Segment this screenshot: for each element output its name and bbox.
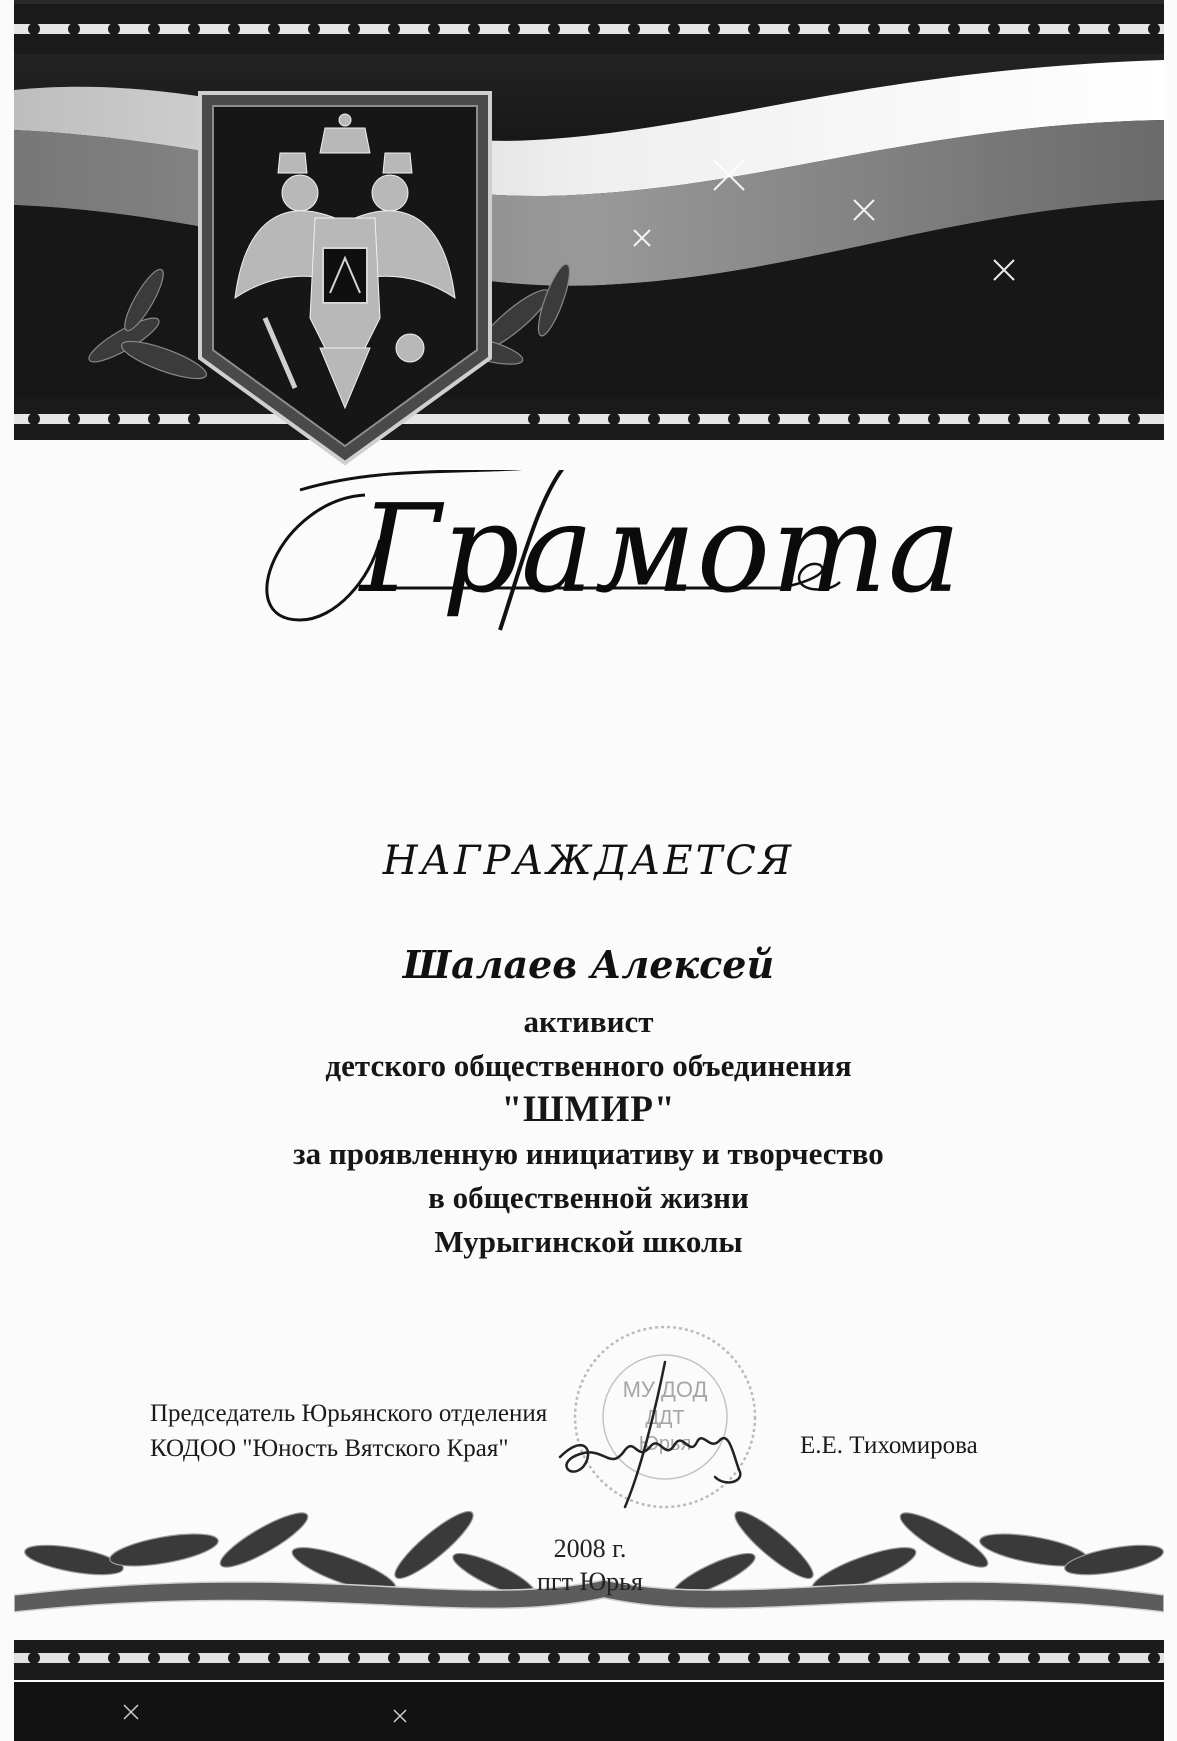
stamp-text-mid: ДДТ [645,1407,685,1429]
awarded-label: НАГРАЖДАЕТСЯ [382,838,795,884]
award-line: Мурыгинской школы [434,1224,743,1259]
flag-wave-background [14,0,1164,440]
recipient-name: Шалаев Алексей [402,942,775,987]
official-stamp [525,1322,775,1522]
coat-of-arms-emblem [195,88,495,468]
signer-position-line: КОДОО "Юность Вятского Края" [150,1435,509,1462]
signer-name: Е.Е. Тихомирова [800,1432,978,1459]
date-and-place [510,1532,670,1598]
stamp-text-top: МУ ДОД [622,1377,708,1402]
award-place: пгт Юрья [537,1567,643,1596]
certificate-title: Грамота [360,478,962,620]
signer-position [150,1396,547,1466]
award-year: 2008 г. [553,1534,627,1563]
organization-name: "ШМИР" [501,1089,676,1130]
middle-lace-border [14,398,1164,440]
certificate-title-block [240,470,962,670]
award-line: активист [523,1004,654,1039]
stamp-text-bottom: Юрья [638,1433,692,1455]
signer-position-line: Председатель Юрьянского отделения [150,1400,548,1427]
award-line: в общественной жизни [428,1180,749,1215]
award-reason-text [0,1000,1177,1264]
award-line: за проявленную инициативу и творчество [293,1136,884,1171]
top-lace-border [14,4,1164,54]
top-banner [14,0,1164,440]
award-line: детского общественного объединения [325,1048,852,1083]
